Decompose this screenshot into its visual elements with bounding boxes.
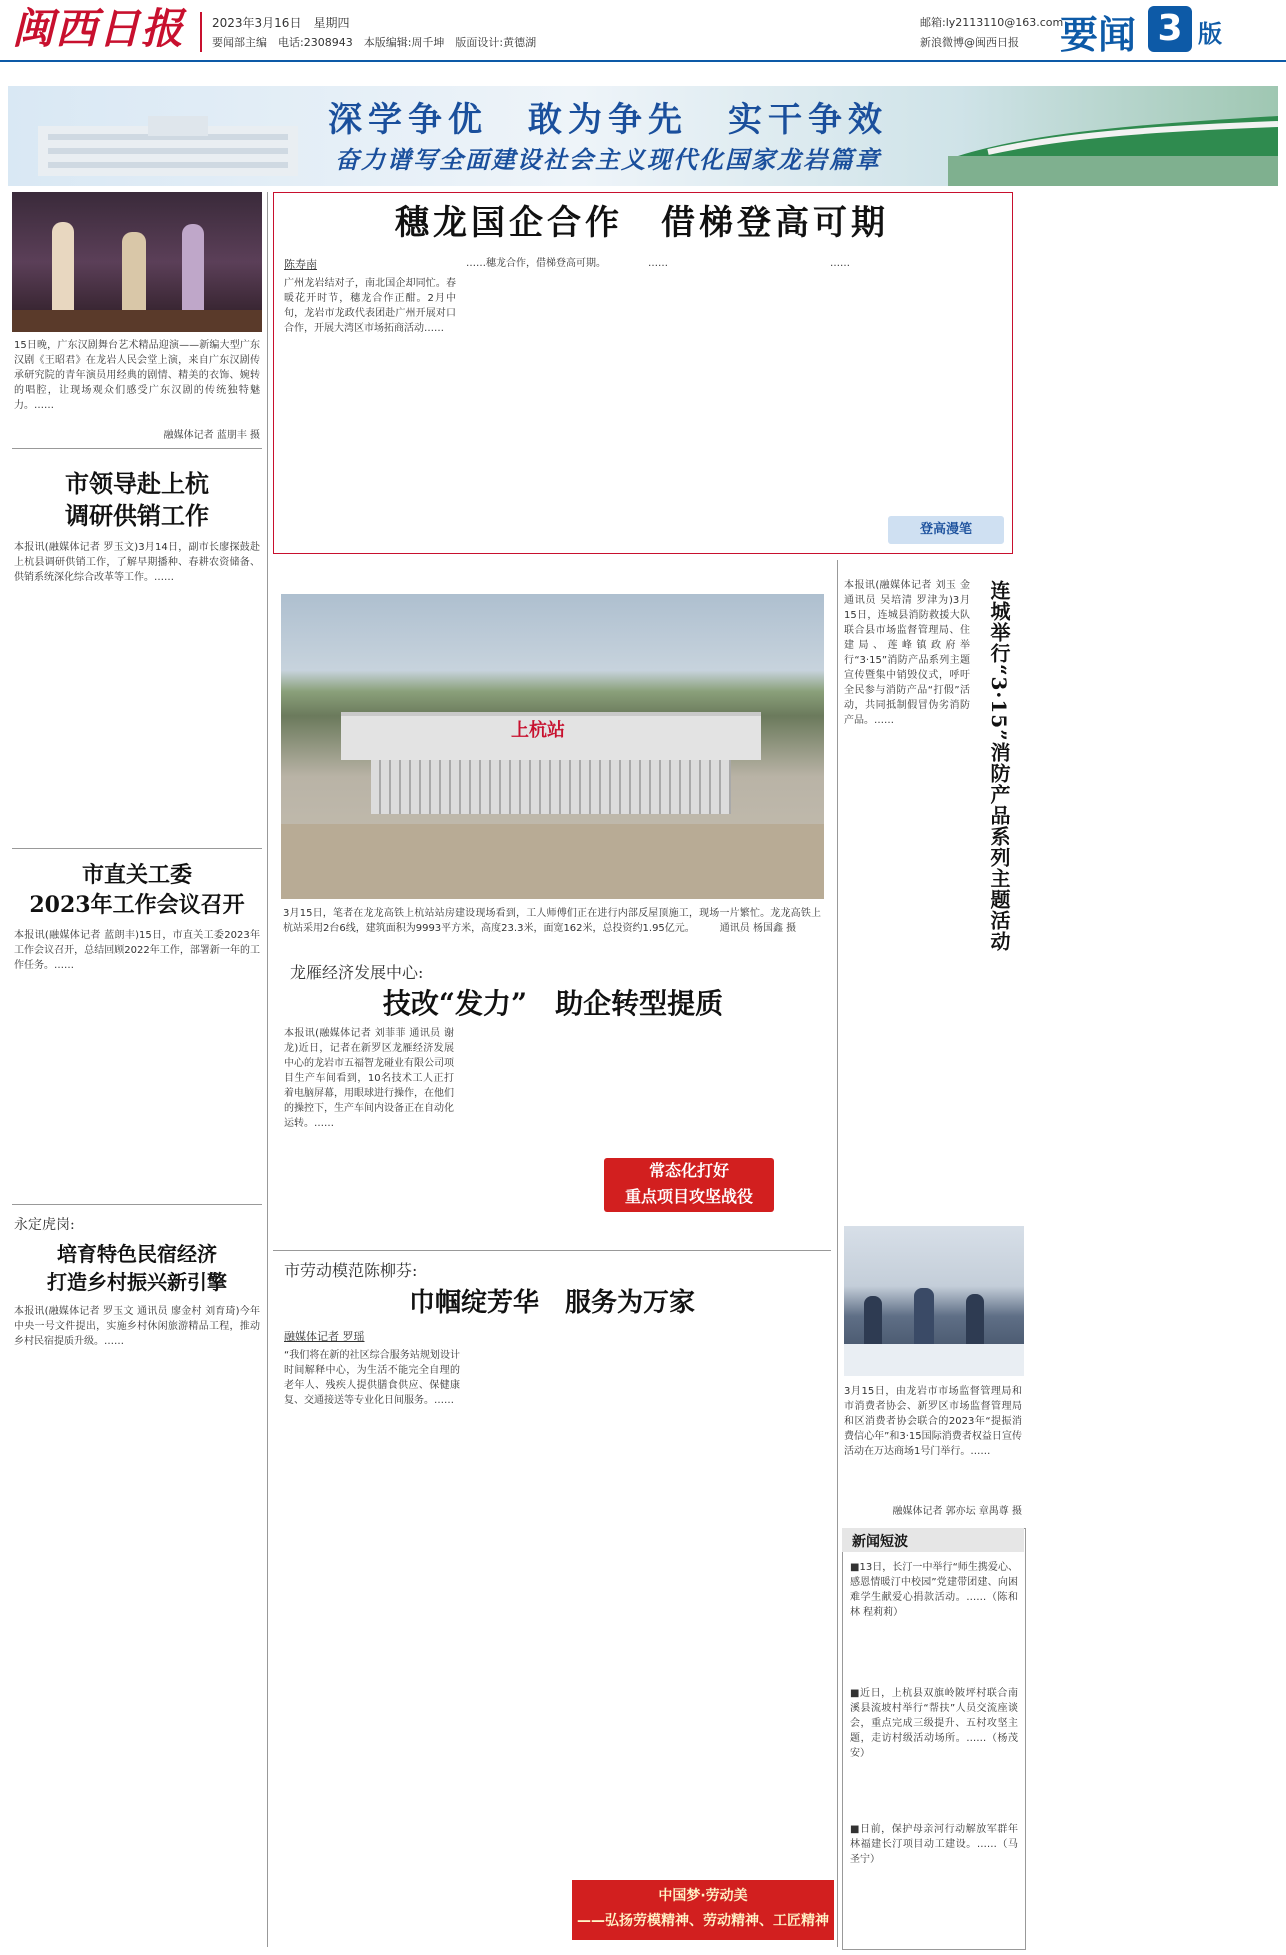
opera-photo-credit: 融媒体记者 蓝朋丰 摄 <box>163 430 260 441</box>
article-title-guangongwei: 市直关工委 2023年工作会议召开 <box>29 862 245 918</box>
labor-body-col1: “我们将在新的社区综合服务站规划设计时间解释中心，为生活不能完全自理的老年人、残疾人提供膳食供应、保健康复、交通接送等专业化日间服务。…… <box>284 1350 460 1406</box>
feature-headline: 穗龙国企合作 借梯登高可期 <box>395 203 889 243</box>
consumer-day-credit: 融媒体记者 郭亦坛 章禺尊 摄 <box>892 1506 1022 1517</box>
news-brief-title: 新闻短波 <box>852 1534 908 1550</box>
masthead <box>0 0 1286 78</box>
opera-caption: 15日晚，广东汉剧舞台艺术精品迎演——新编大型广东汉剧《王昭君》在龙岩人民会堂上演，来自广东汉剧传承研究院的青年演员用经典的剧情、精美的衣饰、婉转的唱腔，让现场观众们感受广东汉剧的传统独特魅力。…… <box>14 340 260 411</box>
opera-stage-photo <box>12 192 262 332</box>
labor-byline: 融媒体记者 罗瑶 <box>284 1330 365 1343</box>
banner <box>8 86 1278 186</box>
weibo-handle: 新浪微博@闽西日报 <box>920 36 1019 49</box>
consumer-day-caption: 3月15日，由龙岩市市场监督管理局和市消费者协会、新罗区市场监督管理局和区消费者协会联合的2023年“提振消费信心年”和3·15国际消费者权益日宣传活动在万达商场1号门举行。…… <box>844 1386 1022 1457</box>
project-stamp-text: 常态化打好 重点项目攻坚战役 <box>624 1161 753 1206</box>
liancheng-body-cont <box>844 1044 1014 1224</box>
page-suffix: 版 <box>1198 20 1222 48</box>
contact-email: 邮箱:ly2113110@163.com <box>920 16 1064 29</box>
banner-slogan: 深学争优 敢为争先 实干争效 <box>328 100 888 140</box>
page-number: 3 <box>1157 8 1183 49</box>
article-kicker-hugang: 永定虎岗: <box>14 1217 75 1233</box>
feature-body-col1: 广州龙岩结对子，南北国企却同忙。春暖花开时节，穗龙合作正酣。2月中旬，龙岩市龙政代表团赴广州开展对口合作，开展大湾区市场拓商活动…… <box>284 278 456 334</box>
labor-kicker: 市劳动模范陈柳芬: <box>284 1261 418 1280</box>
tech-body-col3 <box>626 1026 826 1156</box>
article-body-shanghang: 本报讯(融媒体记者 罗玉文)3月14日，副市长廖探鼓赴上杭县调研供销工作，了解早期播种、春耕农资储备、供销系统深化综合改革等工作。…… <box>14 542 260 583</box>
labor-headline: 巾帼绽芳华 服务为万家 <box>408 1288 695 1318</box>
article-body-hugang: 本报讯(融媒体记者 罗玉文 通讯员 廖金村 刘育琦)今年中央一号文件提出，实施乡村休闲旅游精品工程，推动乡村民宿提质升级。…… <box>14 1306 260 1347</box>
liancheng-vertical-title: 连城举行“3·15”消防产品系列主题活动 <box>987 580 1011 952</box>
feature-column-badge-label: 登高漫笔 <box>919 522 972 537</box>
tech-body-col1: 本报讯(融媒体记者 刘菲菲 通讯员 谢龙)近日，记者在新罗区龙雁经济发展中心的龙岩市五福智龙碰业有限公司项目生产车间看到，10名技术工人正打着电脑屏幕，用眼球进行操作，在他们的操控下，生产车间内设备正在自动化运转。…… <box>284 1028 454 1129</box>
labor-theme-banner-text: 中国梦·劳动美 ——弘扬劳模精神、劳动精神、工匠精神 <box>577 1888 829 1929</box>
editor-line: 要闻部主编 电话:2308943 本版编辑:周千坤 版面设计:黄德湖 <box>212 36 537 49</box>
news-brief-item: ■近日，上杭县双旗岭陂坪村联合南溪县流坡村举行“帮扶”人员交流座谈会，重点完成三级提升、五村攻坚主题，走访村级活动场所。……（杨茂安） <box>850 1688 1018 1759</box>
logo-rule <box>200 12 202 52</box>
feature-body-col4: …… <box>830 258 850 269</box>
issue-date: 2023年3月16日 星期四 <box>212 16 350 30</box>
banner-subtitle: 奋力谱写全面建设社会主义现代化国家龙岩篇章 <box>335 145 881 174</box>
tech-body-col2 <box>460 1026 620 1248</box>
article-title-hugang: 培育特色民宿经济 打造乡村振兴新引擎 <box>47 1242 227 1294</box>
feature-body-col2: ……穗龙合作，借梯登高可期。 <box>466 258 606 269</box>
masthead-rule <box>0 60 1286 62</box>
station-caption: 3月15日，笔者在龙龙高铁上杭站站房建设现场看到，工人师傅们正在进行内部反屋顶施工，现场一片繁忙。龙龙高铁上杭站采用2台6线，建筑面积为9993平方米，高度23.3米，面宽162米，总投资约1.95亿元。 通讯员 杨国鑫 摄 <box>283 908 821 934</box>
article-title-shanghang: 市领导赴上杭 调研供销工作 <box>65 469 209 530</box>
news-brief-item: ■日前，保护母亲河行动解放军群年林福建长汀项目动工建设。……（马圣宁） <box>850 1824 1018 1865</box>
tech-kicker: 龙雁经济发展中心: <box>290 963 424 982</box>
feature-byline: 陈寿南 <box>284 258 317 271</box>
tech-headline: 技改“发力” 助企转型提质 <box>382 987 724 1020</box>
newspaper-logo: 闽西日报 <box>12 4 185 53</box>
liancheng-body: 本报讯(融媒体记者 刘玉 金 通讯员 吴培清 罗津为)3月15日，连城县消防救援大队联合县市场监督管理局、住建局、莲峰镇政府举行“3·15”消防产品系列主题宣传暨集中销毁仪式，呼吁全民参与消防产品“打假”活动，共同抵制假冒伪劣消防产品。…… <box>844 580 970 726</box>
labor-body-col3 <box>648 1328 824 1828</box>
section-title: 要闻 <box>1060 13 1137 57</box>
consumer-day-photo <box>844 1226 1024 1376</box>
feature-body-col3: …… <box>648 258 668 269</box>
article-body-guangongwei: 本报讯(融媒体记者 蓝朗丰)15日，市直关工委2023年工作会议召开，总结回顾2022年工作，部署新一年的工作任务。…… <box>14 930 260 971</box>
news-brief-item: ■13日，长汀一中举行“师生携爱心、感恩情暖汀中校园”党建带团建、向困难学生献爱心捐款活动。……（陈和林 程莉莉） <box>850 1562 1018 1618</box>
station-construction-photo <box>281 594 824 899</box>
station-sign: 上杭站 <box>511 720 565 741</box>
labor-body-col2 <box>466 1328 642 1944</box>
